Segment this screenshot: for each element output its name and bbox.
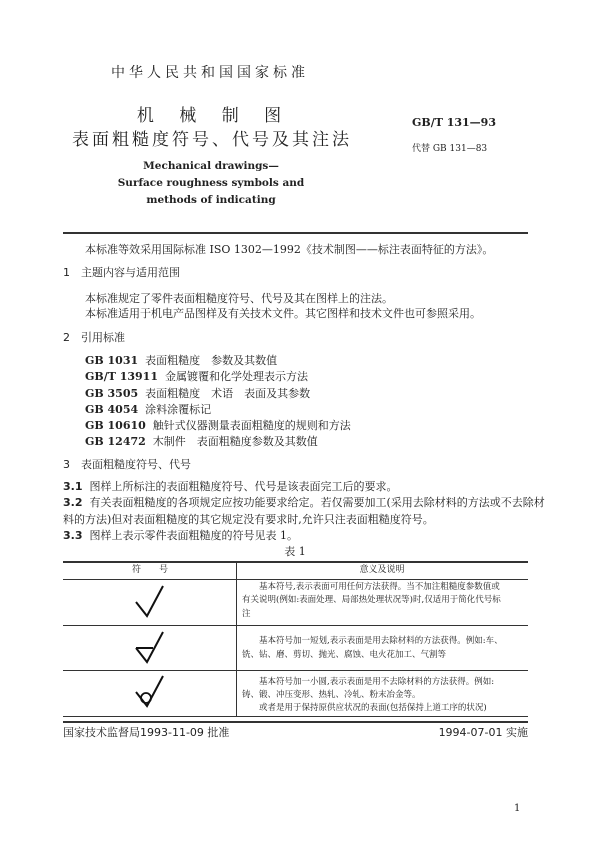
english-title-2: Surface roughness symbols and: [117, 177, 305, 189]
table-column-divider: [236, 562, 237, 716]
no-removal-symbol-icon: [130, 672, 180, 714]
row3-text: 铸、锻、冲压变形、热轧、冷轧、粉末冶金等。: [242, 690, 421, 700]
title-line1: 机 械 制 图: [136, 106, 288, 126]
table-caption: 表 1: [284, 545, 306, 558]
english-title-3: methods of indicating: [146, 194, 276, 206]
table-bottom-rule: [63, 716, 528, 717]
clause-3-2: 3.2 有关表面粗糙度的各项规定应按功能要求给定。若仅需要加工(采用去除材料的方法或不去除材: [63, 496, 545, 509]
clause-3-1: 3.1 图样上所标注的表面粗糙度符号、代号是该表面完工后的要求。: [63, 480, 398, 493]
section1-para: 本标准规定了零件表面粗糙度符号、代号及其在图样上的注法。: [85, 292, 393, 305]
section2-heading: 2 引用标准: [63, 331, 125, 344]
reference-item: GB 1031 表面粗糙度 参数及其数值: [85, 354, 278, 367]
row1-text: 基本符号,表示表面可用任何方法获得。当不加注粗糙度参数值或: [242, 582, 500, 592]
title-line2: 表面粗糙度符号、代号及其注法: [72, 130, 352, 150]
english-title-1: Mechanical drawings—: [143, 160, 279, 172]
reference-item: GB 3505 表面粗糙度 术语 表面及其参数: [85, 387, 311, 400]
national-standard-label: 中华人民共和国国家标准: [111, 65, 309, 81]
row1-text: 注: [242, 609, 251, 619]
row1-text: 有关说明(例如:表面处理、局部热处理状况等)时,仅适用于简化代号标: [242, 595, 501, 605]
table-top-rule: [63, 561, 528, 563]
table-header-rule: [63, 579, 528, 580]
standard-code: GB/T 131—93: [412, 116, 496, 129]
section1-para: 本标准适用于机电产品图样及有关技术文件。其它图样和技术文件也可参照采用。: [85, 307, 481, 320]
replaces-code: 代替 GB 131—83: [412, 144, 488, 154]
page-number: 1: [514, 803, 521, 814]
header-rule: [63, 232, 528, 234]
row2-text: 铣、钻、磨、剪切、抛光、腐蚀、电火花加工、气割等: [242, 650, 447, 660]
reference-item: GB 12472 木制件 表面粗糙度参数及其数值: [85, 435, 318, 448]
clause-3-2-cont: 料的方法)但对表面粗糙度的其它规定没有要求时,允许只注表面粗糙度符号。: [63, 513, 434, 526]
effective-date: 1994-07-01 实施: [438, 726, 528, 739]
row2-text: 基本符号加一短划,表示表面是用去除材料的方法获得。例如:车、: [242, 636, 503, 646]
approval-date: 国家技术监督局1993-11-09 批准: [63, 726, 230, 739]
table-row-rule: [63, 670, 528, 671]
reference-item: GB/T 13911 金属镀覆和化学处理表示方法: [85, 370, 308, 383]
row3-text: 基本符号加一小圆,表示表面是用不去除材料的方法获得。例如:: [242, 677, 495, 687]
reference-item: GB 10610 触针式仪器测量表面粗糙度的规则和方法: [85, 419, 351, 432]
material-removal-symbol-icon: [130, 628, 180, 670]
header-symbol: 符 号: [131, 565, 169, 575]
section3-heading: 3 表面粗糙度符号、代号: [63, 458, 191, 471]
clause-3-3: 3.3 图样上表示零件表面粗糙度的符号见表 1。: [63, 529, 298, 542]
row3-text: 或者是用于保持原供应状况的表面(包括保持上道工序的状况): [242, 703, 487, 713]
header-meaning: 意义及说明: [359, 565, 405, 575]
basic-symbol-icon: [130, 582, 180, 624]
section1-heading: 1 主题内容与适用范围: [63, 266, 180, 279]
reference-item: GB 4054 涂料涂覆标记: [85, 403, 212, 416]
footer-rule: [63, 721, 528, 723]
table-row-rule: [63, 625, 528, 626]
intro-text: 本标准等效采用国际标准 ISO 1302—1992《技术制图——标注表面特征的方法》。: [85, 243, 494, 256]
